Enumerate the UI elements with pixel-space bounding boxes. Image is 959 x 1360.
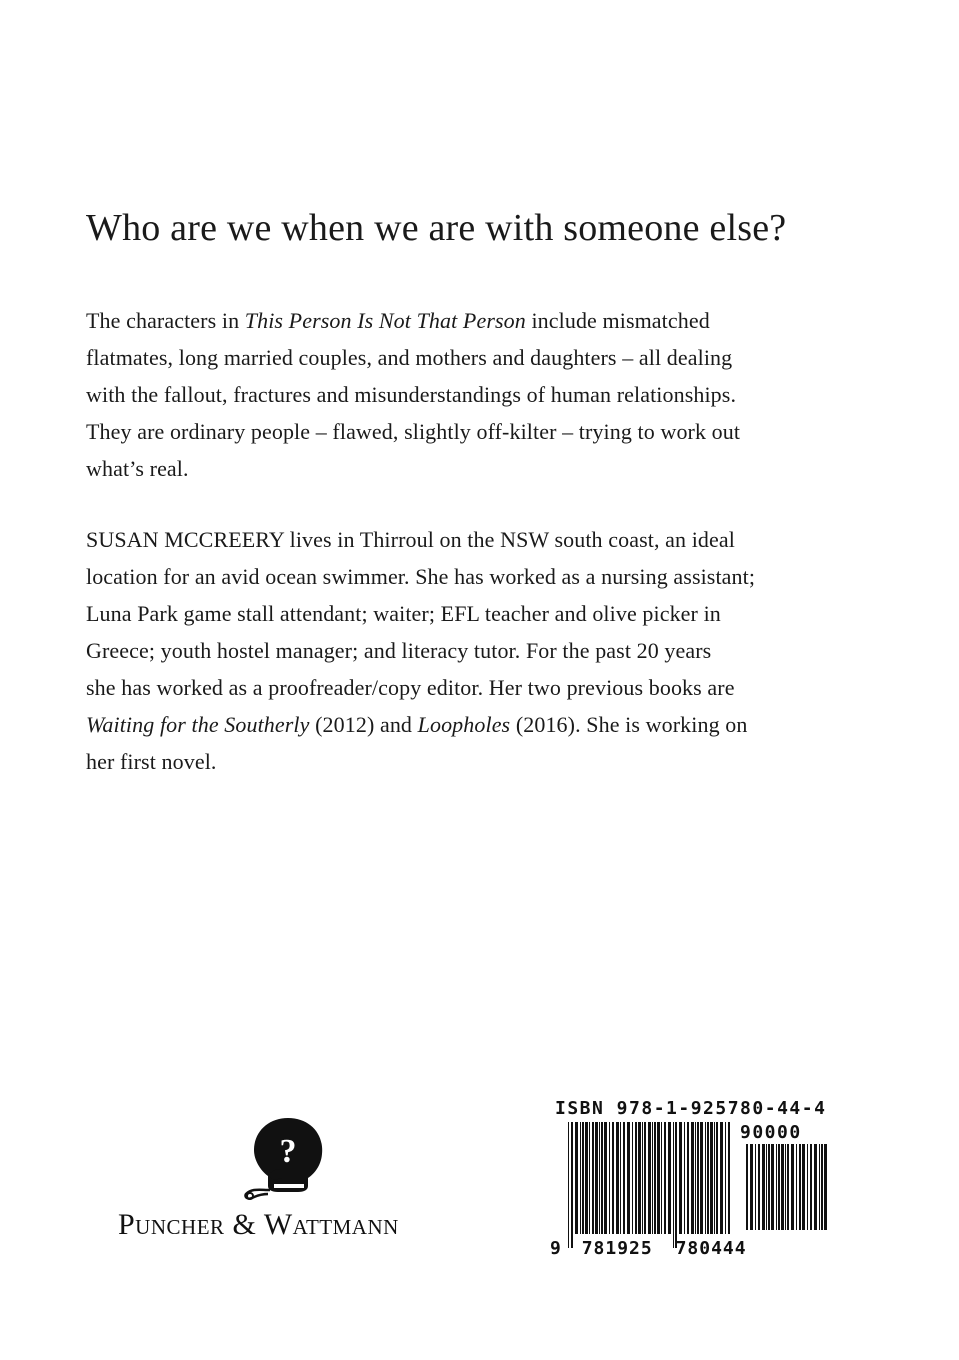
barcode-bar bbox=[664, 1122, 666, 1234]
price-addon-number: 90000 bbox=[740, 1122, 802, 1143]
bio-line-1: SUSAN MCCREERY lives in Thirroul on the NSW south coast, an ideal bbox=[86, 527, 735, 552]
publisher-name: Puncher & Wattmann bbox=[118, 1208, 399, 1241]
barcode-bar bbox=[776, 1144, 777, 1230]
barcode-bar bbox=[642, 1122, 643, 1234]
isbn-barcode bbox=[550, 1094, 840, 1264]
barcode-bar bbox=[612, 1122, 614, 1234]
bio-line-5: she has worked as a proofreader/copy editor. Her two previous books are bbox=[86, 675, 735, 700]
barcode-bar bbox=[768, 1144, 770, 1230]
bio-line-3: Luna Park game stall attendant; waiter; EFL teacher and olive picker in bbox=[86, 601, 721, 626]
blurb-line-1 bbox=[86, 302, 886, 339]
barcode-bar bbox=[668, 1122, 671, 1234]
bio-line-6 bbox=[86, 706, 886, 743]
bio-line-7: her first novel. bbox=[86, 749, 217, 774]
barcode-bar bbox=[648, 1122, 651, 1234]
book-blurb bbox=[86, 302, 886, 487]
blurb-line-5: what’s real. bbox=[86, 456, 189, 481]
barcode-bar bbox=[661, 1122, 662, 1234]
barcode-bar bbox=[632, 1122, 633, 1234]
barcode-bar bbox=[787, 1144, 789, 1230]
barcode-bar bbox=[695, 1122, 696, 1234]
barcode-bar bbox=[714, 1122, 715, 1234]
barcode-bar bbox=[575, 1122, 578, 1234]
barcode-bar bbox=[705, 1122, 706, 1234]
author-bio bbox=[86, 521, 886, 780]
barcode-bar bbox=[824, 1144, 827, 1230]
barcode-bar bbox=[580, 1122, 581, 1234]
barcode-bar bbox=[785, 1144, 786, 1230]
barcode-bar bbox=[675, 1122, 677, 1248]
previous-book-title: Waiting for the Southerly bbox=[86, 712, 310, 737]
barcode-bar bbox=[807, 1144, 808, 1230]
barcode-bar bbox=[582, 1122, 584, 1234]
barcode-bar bbox=[781, 1144, 784, 1230]
ean-left-digits: 781925 bbox=[581, 1238, 653, 1259]
book-title: This Person Is Not That Person bbox=[244, 308, 526, 333]
barcode-bar bbox=[697, 1122, 699, 1234]
isbn-number: ISBN 978-1-925780-44-4 bbox=[555, 1098, 827, 1119]
barcode-bar bbox=[571, 1122, 573, 1248]
barcode-bar bbox=[746, 1144, 748, 1230]
barcode-bar bbox=[627, 1122, 630, 1234]
barcode-bar bbox=[657, 1122, 660, 1234]
barcode-bar bbox=[679, 1122, 682, 1234]
barcode-bar bbox=[638, 1122, 641, 1234]
barcode-bar bbox=[691, 1122, 694, 1234]
barcode-bar bbox=[802, 1144, 805, 1230]
barcode-bar bbox=[728, 1122, 730, 1234]
blurb-line-4: They are ordinary people – flawed, slightly off-kilter – trying to work out bbox=[86, 419, 741, 444]
barcode-bar bbox=[604, 1122, 607, 1234]
barcode-bar bbox=[684, 1122, 685, 1234]
barcode-bar bbox=[592, 1122, 594, 1234]
barcode-bar bbox=[720, 1122, 723, 1234]
barcode-bar bbox=[796, 1144, 797, 1230]
barcode-bar bbox=[644, 1122, 646, 1234]
barcode-bar bbox=[710, 1122, 713, 1234]
barcode-bar bbox=[762, 1144, 765, 1230]
barcode-bar bbox=[589, 1122, 590, 1234]
barcode-bar bbox=[673, 1122, 674, 1248]
barcode-bar bbox=[725, 1122, 726, 1234]
barcode-bar bbox=[755, 1144, 756, 1230]
ean-number bbox=[550, 1238, 747, 1259]
bio-text: (2016). She is working on bbox=[510, 712, 748, 737]
barcode-bar bbox=[819, 1144, 820, 1230]
addon-barcode-bars bbox=[746, 1144, 828, 1244]
ean-barcode-bars bbox=[568, 1122, 730, 1248]
barcode-bar bbox=[635, 1122, 637, 1234]
barcode-bar bbox=[609, 1122, 610, 1234]
ean-first-digit: 9 bbox=[550, 1238, 561, 1259]
barcode-bar bbox=[778, 1144, 780, 1230]
barcode-bar bbox=[716, 1122, 718, 1234]
barcode-bar bbox=[616, 1122, 619, 1234]
barcode-bar bbox=[687, 1122, 689, 1234]
barcode-bar bbox=[601, 1122, 603, 1234]
barcode-bar bbox=[758, 1144, 760, 1230]
barcode-bar bbox=[771, 1144, 774, 1230]
svg-text:?: ? bbox=[279, 1133, 297, 1170]
barcode-bar bbox=[700, 1122, 703, 1234]
bio-text: (2012) and bbox=[309, 712, 418, 737]
barcode-bar bbox=[599, 1122, 600, 1234]
barcode-bar bbox=[810, 1144, 812, 1230]
publisher-logo bbox=[118, 1114, 448, 1254]
barcode-bar bbox=[799, 1144, 801, 1230]
blurb-text: include mismatched bbox=[525, 308, 710, 333]
barcode-bar bbox=[766, 1144, 767, 1230]
previous-book-title: Loopholes bbox=[417, 712, 511, 737]
barcode-bar bbox=[568, 1122, 569, 1248]
barcode-bar bbox=[750, 1144, 753, 1230]
boxing-glove-question-mark-icon bbox=[238, 1114, 338, 1204]
barcode-bar bbox=[814, 1144, 817, 1230]
bio-line-2: location for an avid ocean swimmer. She has worked as a nursing assistant; bbox=[86, 564, 756, 589]
ean-right-digits: 780444 bbox=[675, 1238, 747, 1259]
barcode-bar bbox=[791, 1144, 794, 1230]
barcode-bar bbox=[585, 1122, 588, 1234]
barcode-bar bbox=[821, 1144, 823, 1230]
barcode-bar bbox=[652, 1122, 653, 1234]
headline: Who are we when we are with someone else? bbox=[86, 207, 787, 249]
barcode-bar bbox=[620, 1122, 621, 1234]
barcode-bar bbox=[707, 1122, 709, 1234]
barcode-bar bbox=[595, 1122, 598, 1234]
blurb-line-3: with the fallout, fractures and misunderstandings of human relationships. bbox=[86, 382, 737, 407]
barcode-bar bbox=[654, 1122, 656, 1234]
bio-line-4: Greece; youth hostel manager; and literacy tutor. For the past 20 years bbox=[86, 638, 712, 663]
barcode-bar bbox=[623, 1122, 625, 1234]
blurb-line-2: flatmates, long married couples, and mothers and daughters – all dealing bbox=[86, 345, 733, 370]
blurb-text: The characters in bbox=[86, 308, 245, 333]
